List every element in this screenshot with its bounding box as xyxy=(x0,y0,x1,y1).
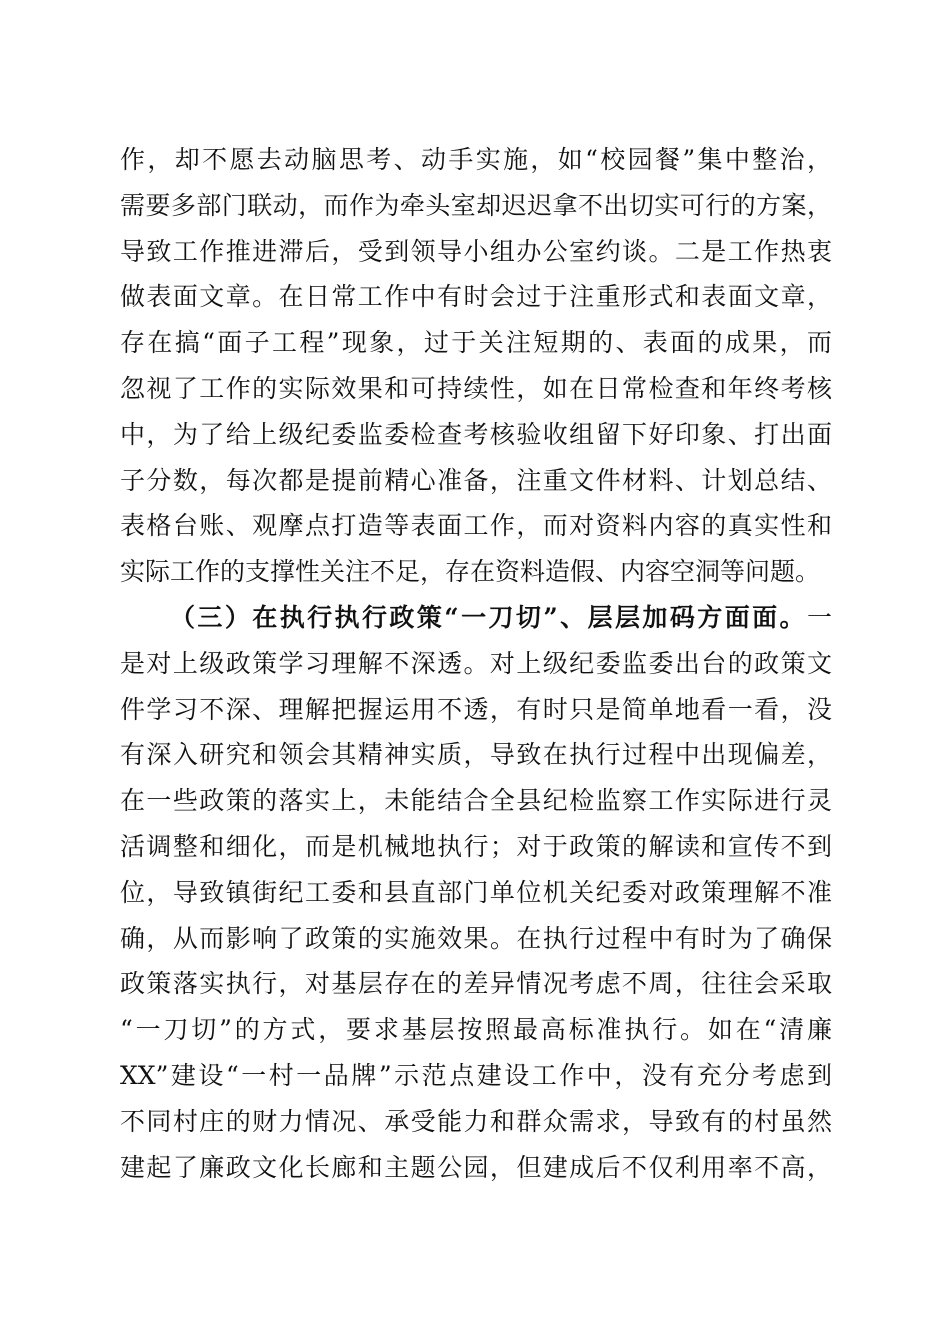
body-line: 是对上级政策学习理解不深透。对上级纪委监委出台的政策文 xyxy=(120,648,832,678)
section-heading-line xyxy=(120,595,832,641)
body-line: 建起了廉政文化长廊和主题公园，但建成后不仅利用率不高， xyxy=(120,1152,832,1182)
body-line: 活调整和细化，而是机械地执行；对于政策的解读和宣传不到 xyxy=(120,831,832,861)
section-heading: （三）在执行执行政策“一刀切”、层层加码方面面。 xyxy=(170,602,807,632)
body-line: 做表面文章。在日常工作中有时会过于注重形式和表面文章， xyxy=(120,282,832,312)
body-line: 存在搞“面子工程”现象，过于关注短期的、表面的成果，而 xyxy=(120,328,832,358)
body-line: 忽视了工作的实际效果和可持续性，如在日常检查和年终考核 xyxy=(120,373,832,403)
body-line: 在一些政策的落实上，未能结合全县纪检监察工作实际进行灵 xyxy=(120,786,832,816)
body-line: 位，导致镇街纪工委和县直部门单位机关纪委对政策理解不准 xyxy=(120,877,832,907)
body-line: “一刀切”的方式，要求基层按照最高标准执行。如在“清廉 xyxy=(120,1015,832,1045)
body-line: 中，为了给上级纪委监委检查考核验收组留下好印象、打出面 xyxy=(120,419,832,449)
body-line: 有深入研究和领会其精神实质，导致在执行过程中出现偏差， xyxy=(120,740,832,770)
body-line: 确，从而影响了政策的实施效果。在执行过程中有时为了确保 xyxy=(120,923,832,953)
body-line: 作，却不愿去动脑思考、动手实施，如“校园餐”集中整治， xyxy=(120,145,832,174)
body-line: 需要多部门联动，而作为牵头室却迟迟拿不出切实可行的方案， xyxy=(120,190,832,220)
document-body xyxy=(120,137,832,1190)
body-line: 不同村庄的财力情况、承受能力和群众需求，导致有的村虽然 xyxy=(120,1106,832,1136)
body-line: 子分数，每次都是提前精心准备，注重文件材料、计划总结、 xyxy=(120,465,832,495)
body-line: 件学习不深、理解把握运用不透，有时只是简单地看一看，没 xyxy=(120,694,832,724)
body-line: 表格台账、观摩点打造等表面工作，而对资料内容的真实性和 xyxy=(120,511,832,541)
body-line: XX”建设“一村一品牌”示范点建设工作中，没有充分考虑到 xyxy=(120,1060,832,1090)
body-line: 导致工作推进滞后，受到领导小组办公室约谈。二是工作热衷 xyxy=(120,236,832,266)
heading-line-tail: 一 xyxy=(806,602,832,632)
body-line: 实际工作的支撑性关注不足，存在资料造假、内容空洞等问题。 xyxy=(120,557,821,587)
body-line: 政策落实执行，对基层存在的差异情况考虑不周，往往会采取 xyxy=(120,969,832,999)
